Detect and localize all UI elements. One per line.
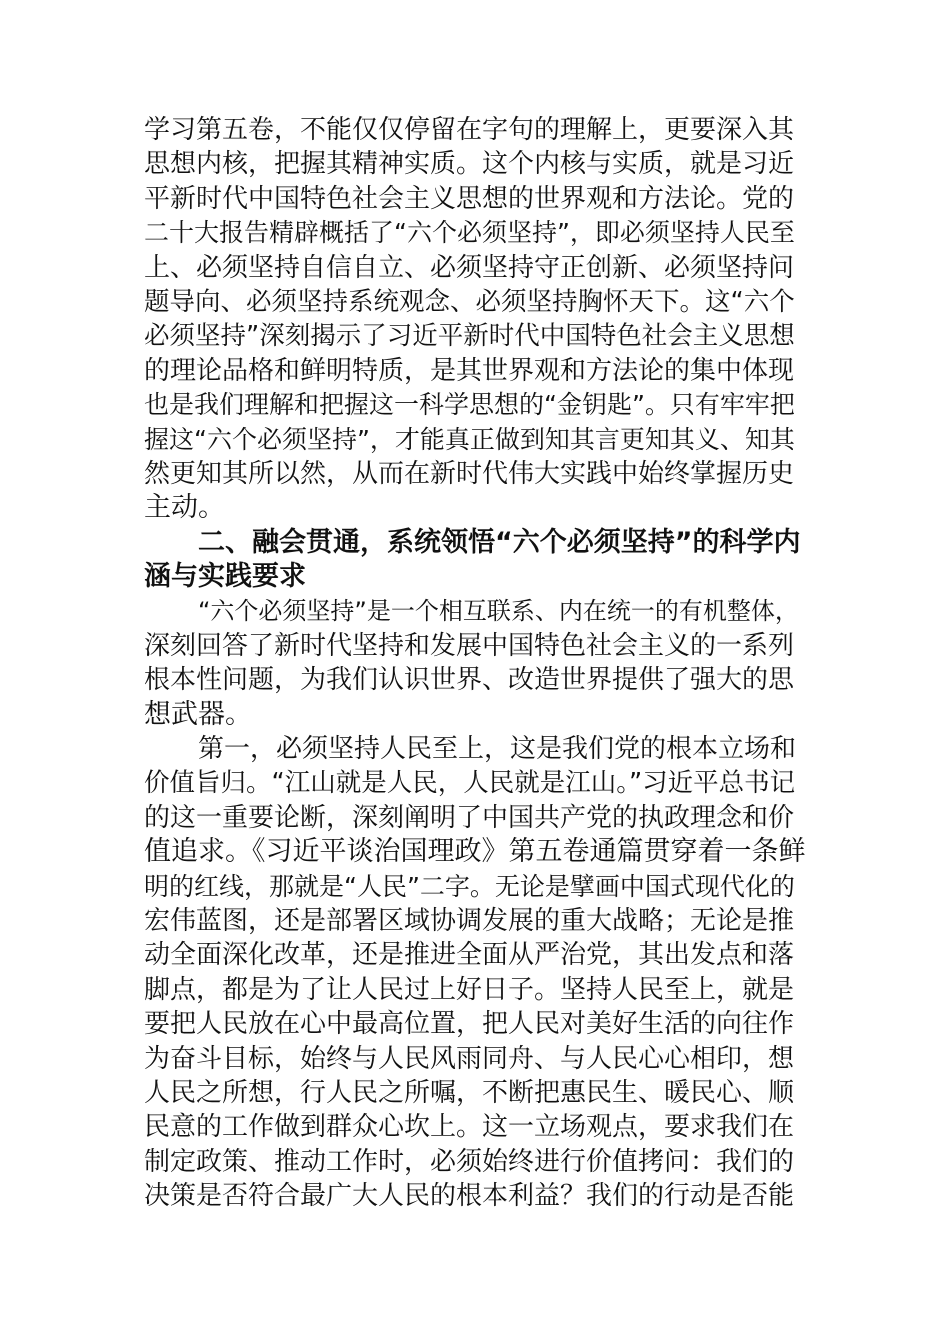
text-line: 然更知其所以然，从而在新时代伟大实践中始终掌握历史	[144, 458, 795, 489]
text-line: 的理论品格和鲜明特质，是其世界观和方法论的集中体现	[144, 355, 795, 386]
text-line: 要把人民放在心中最高位置，把人民对美好生活的向往作	[144, 1009, 795, 1040]
text-line: 上、必须坚持自信自立、必须坚持守正创新、必须坚持问	[144, 252, 795, 283]
text-line: 平新时代中国特色社会主义思想的世界观和方法论。党的	[144, 183, 795, 214]
text-line: 决策是否符合最广大人民的根本利益？我们的行动是否能	[144, 1181, 795, 1212]
section-heading-line: 涵与实践要求	[144, 561, 306, 593]
text-line: 的这一重要论断，深刻阐明了中国共产党的执政理念和价	[144, 802, 795, 833]
text-line: 值追求。《习近平谈治国理政》第五卷通篇贯穿着一条鲜	[144, 836, 806, 868]
text-line: 思想内核，把握其精神实质。这个内核与实质，就是习近	[144, 149, 795, 180]
text-line: 也是我们理解和把握这一科学思想的“金钥匙”。只有牢牢把	[144, 390, 795, 420]
text-line: 题导向、必须坚持系统观念、必须坚持胸怀天下。这“六个	[144, 286, 795, 317]
text-line: 主动。	[144, 492, 225, 524]
text-line: 民意的工作做到群众心坎上。这一立场观点，要求我们在	[144, 1112, 795, 1143]
text-line: 价值旨归。“江山就是人民，人民就是江山。”习近平总书记	[144, 768, 796, 799]
text-line: 明的红线，那就是“人民”二字。无论是擘画中国式现代化的	[144, 871, 795, 901]
text-line: 人民之所想，行人民之所嘱，不断把惠民生、暖民心、顺	[144, 1077, 795, 1108]
text-line: 想武器。	[144, 698, 252, 730]
text-line: 深刻回答了新时代坚持和发展中国特色社会主义的一系列	[144, 630, 795, 661]
text-line: 第一，必须坚持人民至上，这是我们党的根本立场和	[198, 734, 797, 765]
text-line: 根本性问题，为我们认识世界、改造世界提供了强大的思	[144, 665, 795, 696]
section-heading-line: 二、融会贯通，系统领悟“六个必须坚持”的科学内	[198, 526, 801, 558]
text-line: 二十大报告精辟概括了“六个必须坚持”，即必须坚持人民至	[144, 218, 795, 248]
text-line: 握这“六个必须坚持”，才能真正做到知其言更知其义、知其	[144, 424, 795, 454]
text-line: 动全面深化改革，还是推进全面从严治党，其出发点和落	[144, 940, 795, 971]
text-line: 宏伟蓝图，还是部署区域协调发展的重大战略；无论是推	[144, 905, 795, 936]
text-line: “六个必须坚持”是一个相互联系、内在统一的有机整体，	[198, 597, 799, 626]
text-line: 学习第五卷，不能仅仅停留在字句的理解上，更要深入其	[144, 115, 795, 145]
text-line: 制定政策、推动工作时，必须始终进行价值拷问：我们的	[144, 1146, 795, 1177]
text-line: 为奋斗目标，始终与人民风雨同舟、与人民心心相印，想	[144, 1043, 795, 1074]
text-line: 必须坚持”深刻揭示了习近平新时代中国特色社会主义思想	[144, 321, 795, 352]
document-body	[144, 113, 806, 1214]
text-line: 脚点，都是为了让人民过上好日子。坚持人民至上，就是	[144, 974, 795, 1005]
